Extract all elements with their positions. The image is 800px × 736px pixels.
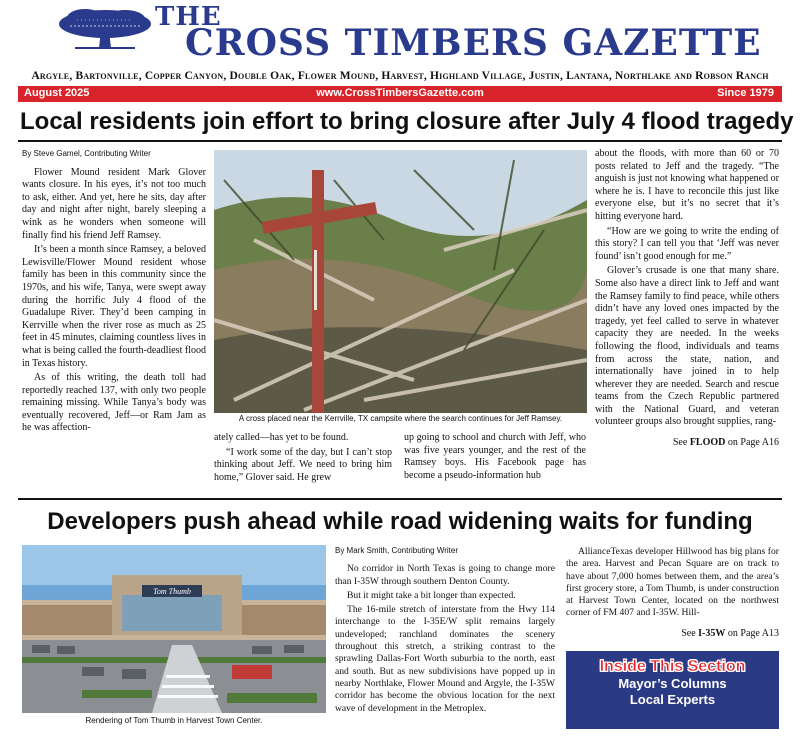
tom-thumb-rendering <box>22 545 326 713</box>
paragraph: Glover’s crusade is one that many share. Some also have a direct link to Jeff and want the Ramsey family to find peace, while others didn’t have any loved ones impacted by the tragedy, yet feel called to serve in whatever capacity they are needed. In the weeks following the flood, individuals and teams from across the state, nation, and internationally have joined in to help wherever they are needed. Search and rescue teams from the Czech Republic partnered with the National Guard, and veteran volunteer groups also brought supplies, rang- <box>595 265 779 428</box>
paragraph: up going to school and church with Jeff, who was five years younger, and the rest of the Ramsey boys. His Facebook page has become a pseudo-information hub <box>404 432 586 481</box>
tree-logo-icon <box>55 6 155 50</box>
date-bar <box>18 86 782 102</box>
website-link[interactable]: www.CrossTimbersGazette.com <box>316 87 484 99</box>
headline-divider <box>18 140 782 142</box>
paragraph: “I work some of the day, but I can’t stop thinking about Jeff. We need to bring him home,” Glover said. He grew <box>214 446 392 483</box>
cross-photo <box>214 150 587 413</box>
story2-column-1 <box>335 545 555 717</box>
flood-jump-link[interactable]: See FLOOD on Page A16 <box>672 437 779 449</box>
jump-keyword: I-35W <box>698 627 726 639</box>
paragraph: It’s been a month since Ramsey, a beloved Lewisville/Flower Mound resident whose family has been in this community since the 1970s, and his wife, Tanya, were swept away during the horrific July 4 flood of the Guadalupe River. They’d been camping in Kerrville when the river rose as much as 25 feet in 45 minutes, claiming countless lives in what is being called the fourth-deadliest flood in Texas history. <box>22 244 206 369</box>
cross-photo-image <box>214 150 587 413</box>
story1-headline: Local residents join effort to bring closure after July 4 flood tragedy <box>20 108 794 135</box>
store-sign: Tom Thumb <box>153 587 191 596</box>
paragraph: No corridor in North Texas is going to change more than I-35W through southern Denton County. <box>335 563 555 587</box>
tom-thumb-caption: Rendering of Tom Thumb in Harvest Town Center. <box>85 716 263 725</box>
section-divider <box>18 498 782 500</box>
inside-section-box[interactable] <box>566 651 779 729</box>
story2-byline: By Mark Smith, Contributing Writer <box>335 546 458 555</box>
paragraph: ately called—has yet to be found. <box>214 432 349 443</box>
story1-column-2a <box>214 432 392 486</box>
story1-column-1 <box>22 148 206 437</box>
paragraph: The 16-mile stretch of interstate from the Hwy 114 interchange to the I-35E/W split remains largely undeveloped; ranchland dominates the scenery throughout this stretch, a striking contrast to the sprawling Dallas-Fort Worth suburbia to the north, east and south. But as new subdivisions have popped up in nearby Northlake, Flower Mound and Argyle, the I-35W corridor has become the obvious location for the next wave of development in the Metroplex. <box>335 604 555 714</box>
paragraph: AllianceTexas developer Hillwood has big plans for the area. Harvest and Pecan Square are on track to have about 7,000 homes between them, and the area’s first grocery store, a Tom Thumb, is under construction at Harvest Town Center, located on the northwest corner of FM 407 and I-35W. Hill- <box>566 546 779 619</box>
story2-headline: Developers push ahead while road widening waits for funding <box>47 508 753 535</box>
tom-thumb-rendering-image <box>22 545 326 713</box>
paper-name: CROSS TIMBERS GAZETTE <box>185 22 762 64</box>
paragraph: “How are we going to write the ending of this story? I can tell you that ‘Jeff was never found’ isn’t good enough for me.” <box>595 225 779 262</box>
inside-section-title: Inside This Section <box>599 658 746 675</box>
inside-item[interactable]: Mayor’s Columns <box>618 676 727 691</box>
town-list: Argyle, Bartonville, Copper Canyon, Double Oak, Flower Mound, Harvest, Highland Village, Justin, Lantana, Northlake and Robson Ranch <box>31 70 769 82</box>
jump-keyword: FLOOD <box>689 437 726 449</box>
i35w-jump-link[interactable]: See I-35W on Page A13 <box>681 627 779 639</box>
paragraph: Flower Mound resident Mark Glover wants closure. In his eyes, it’s not too much to ask, either. And yet, here he sits, day after day and night after night, barely sleeping a wink as he wonders when someone will finally find his friend Jeff Ramsey. <box>22 166 206 241</box>
since-label: Since 1979 <box>717 87 774 99</box>
story2-column-2 <box>566 546 779 640</box>
story1-byline: By Steve Gamel, Contributing Writer <box>22 149 151 158</box>
paragraph: about the floods, with more than 60 or 70 posts related to Jeff and the tragedy. “The anguish is just not knowing what happened or where he is. I have to reconcile this just like everyone else, but it’s no secret that it’s hitting everyone hard. <box>595 148 779 222</box>
inside-item[interactable]: Local Experts <box>629 692 716 707</box>
issue-date: August 2025 <box>24 87 90 99</box>
masthead <box>0 0 800 99</box>
masthead-the: THE <box>155 2 222 32</box>
paragraph: As of this writing, the death toll had reportedly reached 137, with only two people remaining missing. While Tanya’s body was eventually recovered, Jeff—or Ram Jam as he was affection- <box>22 372 206 434</box>
story1-column-3 <box>595 148 779 450</box>
paragraph: But it might take a bit longer than expected. <box>347 589 516 601</box>
cross-photo-caption: A cross placed near the Kerrville, TX campsite where the search continues for Jeff Ramsey. <box>238 414 563 423</box>
story1-column-2b <box>404 432 586 484</box>
